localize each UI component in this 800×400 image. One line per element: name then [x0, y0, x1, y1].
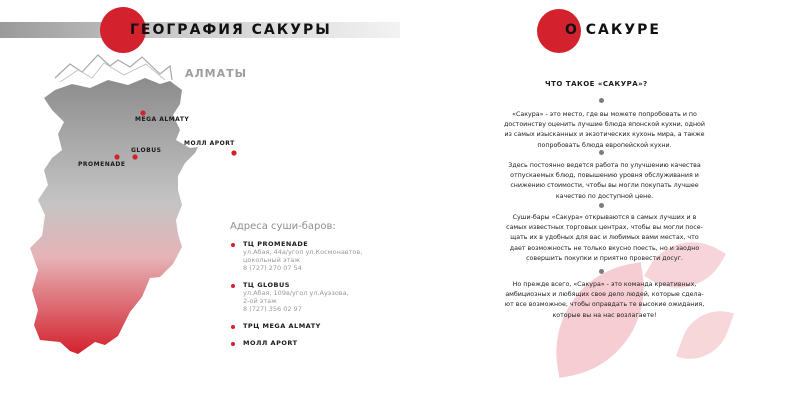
address-line: цокольный этаж — [243, 256, 301, 264]
page-title: О САКУРЕ — [565, 22, 661, 38]
paragraph: «Сакура» - это место, где вы можете попробовать и по достоинству оценить лучшие блюда японской кухни, одной из самых изысканных и экзотических кухонь мира, а также попробовать блюда европейской кухни. — [503, 111, 706, 149]
address-item — [228, 339, 398, 347]
addresses-heading: Адреса суши-баров: — [230, 221, 336, 232]
address-item — [228, 240, 398, 272]
pin-globus — [132, 154, 137, 159]
address-name: МОЛЛ APORT — [243, 339, 298, 347]
address-line: 2-ой этаж — [243, 297, 277, 305]
pin-mega-almaty — [140, 110, 145, 115]
paragraph: Здесь постоянно ведется работа по улучшению качества отпускаемых блюд, повышению уровня обслуживания и снижению стоимости, чтобы вы могли покупать лучшее качество по доступной цене. — [508, 162, 701, 200]
bullet-dot — [231, 342, 235, 346]
address-phone: 8 (727) 356 02 97 — [243, 305, 302, 313]
bullet-dot — [231, 284, 235, 288]
separator-dot — [599, 203, 604, 208]
city-name: АЛМАТЫ — [185, 67, 248, 80]
right-page — [400, 0, 800, 400]
separator-dot — [599, 269, 604, 274]
page-title: ГЕОГРАФИЯ САКУРЫ — [130, 22, 332, 38]
separator-dot — [599, 150, 604, 155]
bullet-dot — [231, 243, 235, 247]
pin-label: МОЛЛ APORT — [184, 140, 235, 147]
pin-moll-aport — [231, 150, 236, 155]
bullet-dot — [231, 325, 235, 329]
separator-dot — [599, 98, 604, 103]
address-line: ул.Абая, 109в/угол ул.Ауэзова, — [243, 289, 349, 297]
pin-label: PROMENADE — [78, 161, 126, 168]
address-phone: 8 (727) 270 07 54 — [243, 264, 302, 272]
mountains-outline — [55, 55, 172, 80]
address-item — [228, 322, 398, 330]
address-list — [228, 240, 398, 356]
pin-label: GLOBUS — [131, 147, 162, 154]
address-line: ул.Абая, 44а/угол ул.Космонавтов, — [243, 248, 363, 256]
address-name: ТЦ GLOBUS — [243, 281, 290, 289]
section-question: ЧТО ТАКОЕ «САКУРА»? — [545, 80, 648, 88]
paragraph: Суши-бары «Сакура» открываются в самых лучших и в самых известных торговых центрах, чтобы вы могли посе- щать их в удобных для вас и любимых вами местах, что дает возможность не только вкусно поесть, но и заодно совершить покупки и приятно провести досуг. — [506, 214, 703, 262]
pin-label: MEGA ALMATY — [135, 116, 190, 123]
pin-promenade — [114, 154, 119, 159]
paragraph: Но прежде всего, «Сакура» - это команда креативных, амбициозных и любящих свое дело людей, которые сдела- ют все возможное, чтобы оправдать те высокие ожидания, которые вы на нас возлагаете! — [504, 281, 705, 319]
address-name: ТРЦ MEGA ALMATY — [243, 322, 321, 330]
address-item — [228, 281, 398, 313]
address-name: ТЦ PROMENADE — [243, 240, 309, 248]
